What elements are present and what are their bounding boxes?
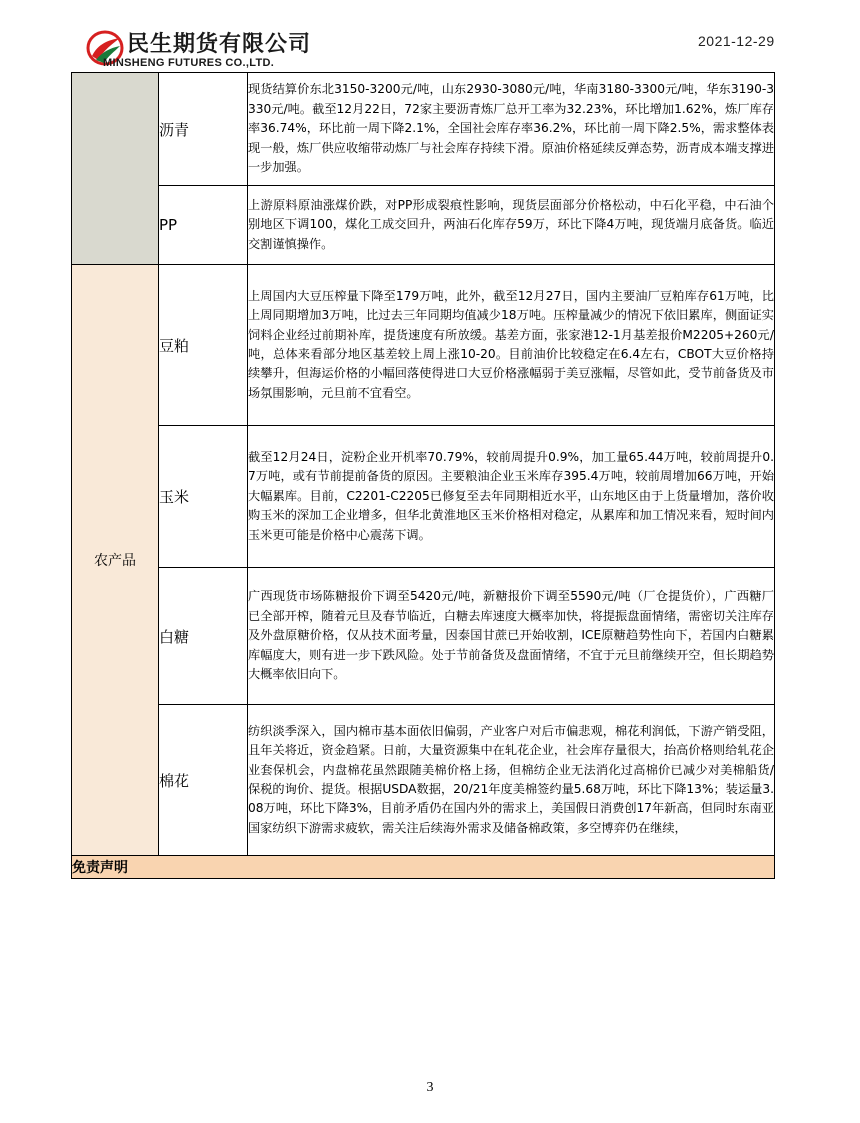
product-analysis: 纺织淡季深入，国内棉市基本面依旧偏弱，产业客户对后市偏悲观，棉花利润低，下游产销受阻，且年关将近，资金趋紧。日前，大量资源集中在轧花企业，社会库存量很大，抬高价格则给轧花企业套保机会，内盘棉花虽然跟随美棉价格上扬，但棉纺企业无法消化过高棉价已减少对美棉船货/保税的询价、提货。根据USDA数据，20/21年度美棉签约量5.68万吨，环比下降13%；装运量3.08万吨，环比下降3%，目前矛盾仍在国内外的需求上，美国假日消费创17年新高，但同时东南亚国家纺织下游需求疲软，需关注后续海外需求及储备棉政策，多空博弈仍在继续，	[248, 705, 775, 856]
table-row	[72, 73, 775, 186]
product-name: 沥青	[159, 73, 248, 186]
report-date: 2021-12-29	[698, 33, 775, 49]
table-row	[72, 426, 775, 568]
page-number: 3	[426, 1080, 434, 1095]
product-name: 豆粕	[159, 265, 248, 426]
commodity-report-table	[71, 72, 775, 879]
product-analysis: 截至12月24日，淀粉企业开机率70.79%，较前周提升0.9%，加工量65.44万吨，较前周提升0.7万吨，或有节前提前备货的原因。主要粮油企业玉米库存395.4万吨，较前周增加66万吨，开始大幅累库。目前，C2201-C2205已修复至去年同期相近水平，山东地区由于上货量增加，落价收购玉米的深加工企业增多，但华北黄淮地区玉米价格相对稳定，从累库和加工情况来看，短时间内玉米更可能是价格中心震荡下调。	[248, 426, 775, 568]
product-name: 白糖	[159, 568, 248, 705]
table-row	[72, 705, 775, 856]
product-analysis: 上周国内大豆压榨量下降至179万吨，此外，截至12月27日，国内主要油厂豆粕库存61万吨，比上周同期增加3万吨，比过去三年同期均值减少18万吨。压榨量减少的情况下依旧累库，侧面证实饲料企业经过前期补库，提货速度有所放缓。基差方面，张家港12-1月基差报价M2205+260元/吨，总体来看部分地区基差较上周上涨10-20。目前油价比较稳定在6.4左右，CBOT大豆价格持续攀升，但海运价格的小幅回落使得进口大豆价格涨幅弱于美豆涨幅，尽管如此，受节前备货及市场氛围影响，元旦前不宜看空。	[248, 265, 775, 426]
category-cell	[72, 73, 159, 265]
product-analysis: 现货结算价东北3150-3200元/吨，山东2930-3080元/吨，华南3180-3300元/吨，华东3190-3330元/吨。截至12月22日，72家主要沥青炼厂总开工率为32.23%，环比增加1.62%，炼厂库存率36.74%，环比前一周下降2.1%，全国社会库存率36.2%，环比前一周下降2.5%，需求整体表现一般，炼厂供应收缩带动炼厂与社会库存持续下滑。原油价格延续反弹态势，沥青成本端支撑进一步加强。	[248, 73, 775, 186]
disclaimer-row	[72, 856, 775, 879]
table-row	[72, 265, 775, 426]
company-name-cn: 民生期货有限公司	[127, 32, 312, 57]
product-analysis: 广西现货市场陈糖报价下调至5420元/吨，新糖报价下调至5590元/吨（厂仓提货价），广西糖厂已全部开榨，随着元旦及春节临近，白糖去库速度大概率加快，将提振盘面情绪，需密切关注库存及外盘原糖价格，仅从技术面考量，因泰国甘蔗已开始收割，ICE原糖趋势性向下，若国内白糖累库幅度大，则有进一步下跌风险。处于节前备货及盘面情绪，不宜于元旦前继续开空，但长期趋势大概率依旧向下。	[248, 568, 775, 705]
product-name: PP	[159, 186, 248, 265]
table-row	[72, 186, 775, 265]
table-row	[72, 568, 775, 705]
disclaimer-heading: 免责声明	[72, 856, 775, 879]
product-analysis: 上游原料原油涨煤价跌，对PP形成裂痕性影响，现货层面部分价格松动，中石化平稳，中石油个别地区下调100，煤化工成交回升，两油石化库存59万，环比下降4万吨，现货端月底备货。临近交割谨慎操作。	[248, 186, 775, 265]
page-header	[0, 0, 860, 70]
product-name: 玉米	[159, 426, 248, 568]
product-name: 棉花	[159, 705, 248, 856]
company-name-en: MINSHENG FUTURES CO.,LTD.	[103, 57, 275, 69]
category-cell: 农产品	[72, 265, 159, 856]
